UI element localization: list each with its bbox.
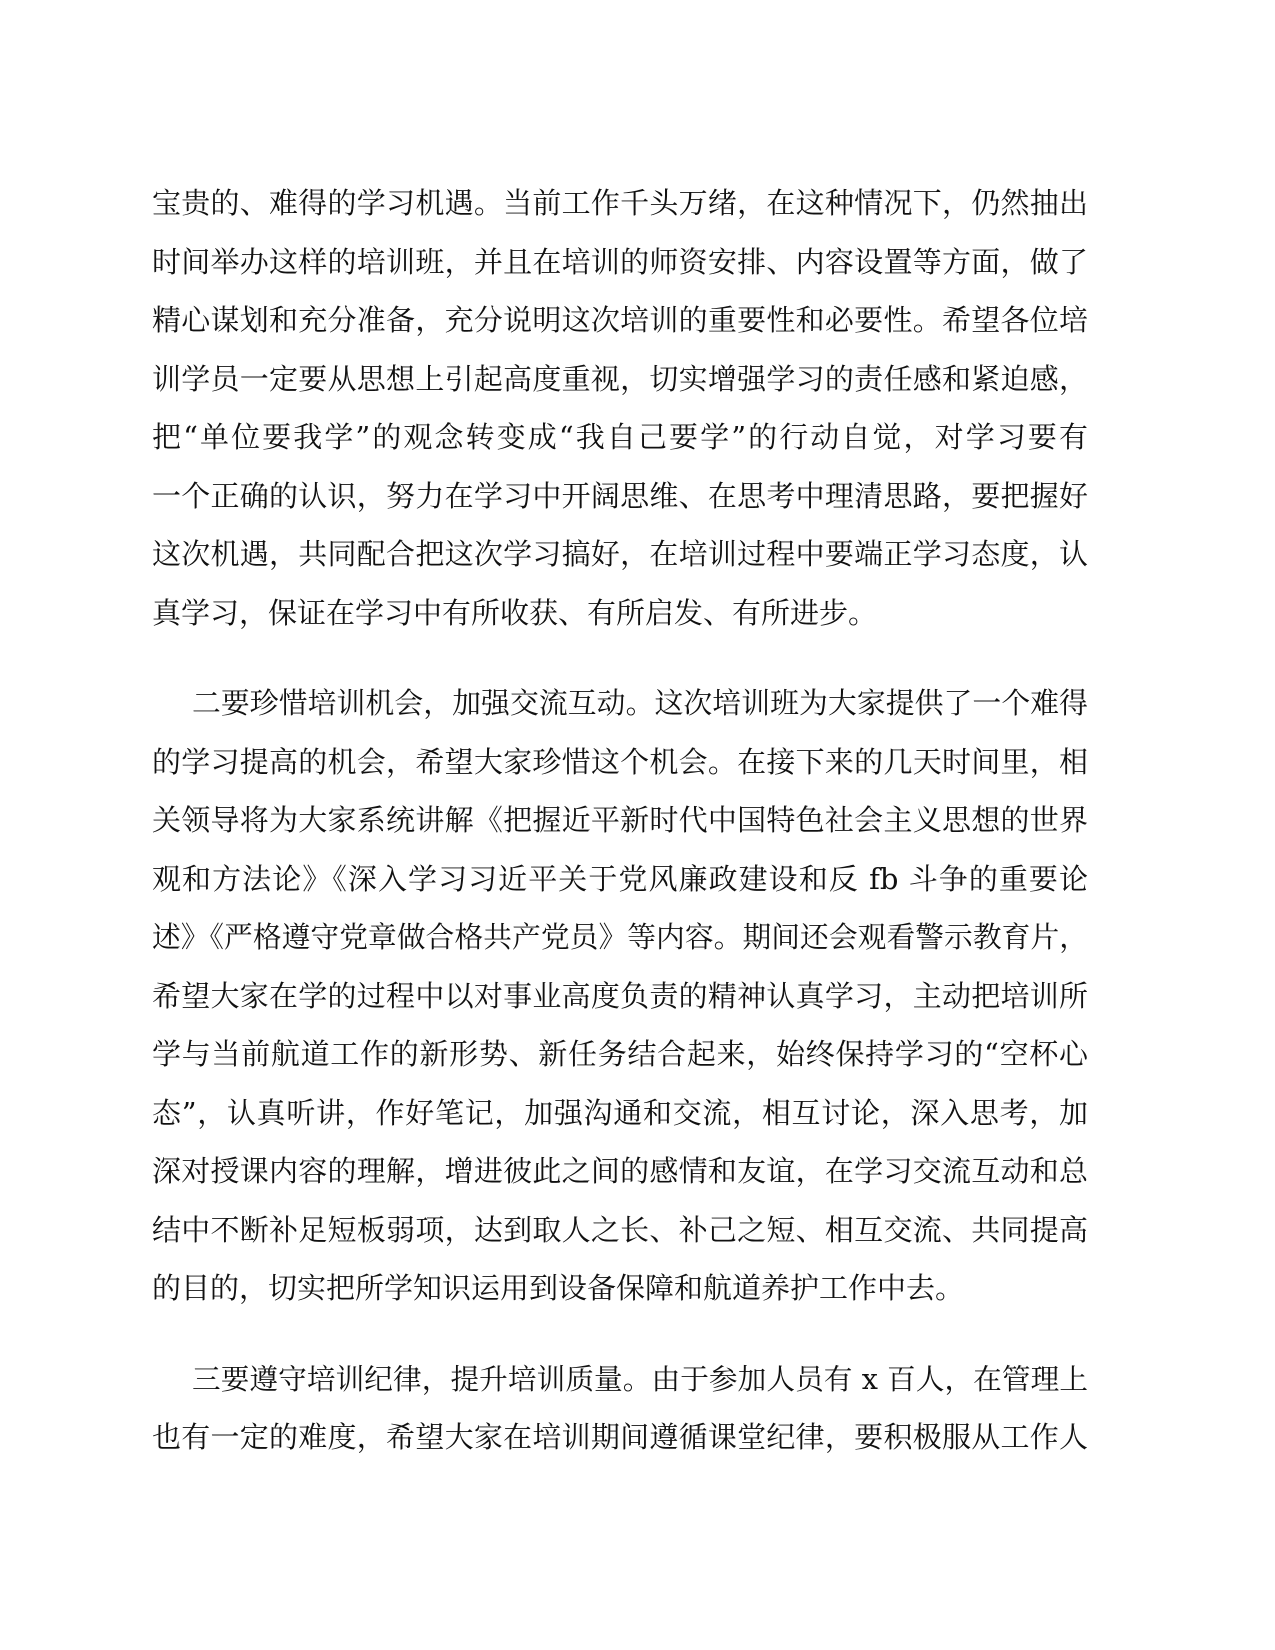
text-line: 的目的，切实把所学知识运用到设备保障和航道养护工作中去。 — [152, 1271, 965, 1305]
paragraph-gap — [152, 1318, 1088, 1350]
text-line: 二要珍惜培训机会，加强交流互动。这次培训班为大家提供了一个难得 — [192, 686, 1088, 720]
text-line: 态”，认真听讲，作好笔记，加强沟通和交流，相互讨论，深入思考，加 — [152, 1095, 1088, 1130]
text-line: 学与当前航道工作的新形势、新任务结合起来，始终保持学习的“空杯心 — [152, 1037, 1088, 1071]
text-line: 把“单位要我学”的观念转变成“我自己要学”的行动自觉，对学习要有 — [152, 420, 1088, 454]
text-line: 观和方法论》《深入学习习近平关于党风廉政建设和反 fb 斗争的重要论 — [152, 861, 1088, 896]
text-line: 训学员一定要从思想上引起高度重视，切实增强学习的责任感和紧迫感， — [152, 361, 1088, 396]
text-line: 精心谋划和充分准备，充分说明这次培训的重要性和必要性。希望各位培 — [152, 303, 1088, 337]
text-line: 真学习，保证在学习中有所收获、有所启发、有所进步。 — [152, 595, 878, 630]
text-line: 时间举办这样的培训班，并且在培训的师资安排、内容设置等方面，做了 — [152, 244, 1088, 279]
text-line: 希望大家在学的过程中以对事业高度负责的精神认真学习，主动把培训所 — [152, 978, 1088, 1013]
text-line: 三要遵守培训纪律，提升培训质量。由于参加人员有 x 百人，在管理上 — [192, 1361, 1088, 1396]
text-line: 关领导将为大家系统讲解《把握近平新时代中国特色社会主义思想的世界 — [152, 803, 1088, 837]
text-line: 结中不断补足短板弱项，达到取人之长、补己之短、相互交流、共同提高 — [152, 1212, 1088, 1247]
text-line: 这次机遇，共同配合把这次学习搞好，在培训过程中要端正学习态度，认 — [152, 537, 1088, 571]
text-line: 一个正确的认识，努力在学习中开阔思维、在思考中理清思路，要把握好 — [152, 478, 1088, 513]
text-line: 宝贵的、难得的学习机遇。当前工作千头万绪，在这种情况下，仍然抽出 — [152, 186, 1088, 220]
text-line: 也有一定的难度，希望大家在培训期间遵循课堂纪律，要积极服从工作人 — [152, 1420, 1088, 1454]
paragraph-3 — [152, 1350, 1088, 1467]
paragraph-2 — [152, 674, 1088, 1318]
text-line: 深对授课内容的理解，增进彼此之间的感情和友谊，在学习交流互动和总 — [152, 1154, 1088, 1188]
paragraph-1 — [152, 174, 1088, 642]
paragraph-gap — [152, 642, 1088, 674]
text-line: 的学习提高的机会，希望大家珍惜这个机会。在接下来的几天时间里，相 — [152, 744, 1088, 779]
document-body — [152, 174, 1088, 1467]
text-line: 述》《严格遵守党章做合格共产党员》等内容。期间还会观看警示教育片， — [152, 920, 1088, 954]
